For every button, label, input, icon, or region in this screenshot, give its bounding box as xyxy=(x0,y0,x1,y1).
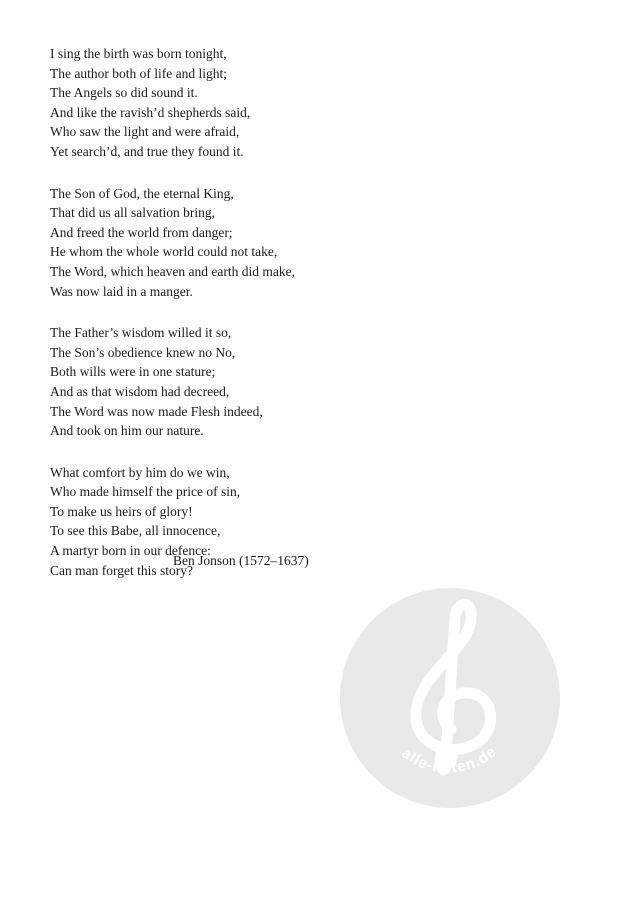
stanza-1 xyxy=(50,44,480,162)
watermark-logo xyxy=(339,587,561,809)
poem xyxy=(50,44,480,602)
stanza-2 xyxy=(50,184,480,302)
poem-attribution: Ben Jonson (1572–1637) xyxy=(173,553,309,568)
poem-line: And took on him our nature. xyxy=(50,423,204,439)
watermark-text: alle-noten.de xyxy=(398,742,501,777)
poem-line: The Angels so did sound it. xyxy=(50,85,198,101)
poem-line: The Son of God, the eternal King, xyxy=(50,185,234,201)
poem-line: And as that wisdom had decreed, xyxy=(50,383,230,399)
poem-line: Yet search’d, and true they found it. xyxy=(50,143,244,159)
poem-line: The Word, which heaven and earth did make, xyxy=(50,263,295,279)
poem-line: Who made himself the price of sin, xyxy=(50,484,241,500)
poem-line: A martyr born in our defence: xyxy=(50,543,211,559)
poem-line: I sing the birth was born tonight, xyxy=(50,46,227,61)
poem-line: The Son’s obedience knew no No, xyxy=(50,344,236,360)
poem-line: Can man forget this story? xyxy=(50,562,193,578)
poem-line: He whom the whole world could not take, xyxy=(50,244,278,260)
poem-line: The Word was now made Flesh indeed, xyxy=(50,403,263,419)
poem-line: Both wills were in one stature; xyxy=(50,364,216,380)
poem-line: The Father’s wisdom willed it so, xyxy=(50,325,232,341)
poem-line: That did us all salvation bring, xyxy=(50,205,215,221)
poem-line: What comfort by him do we win, xyxy=(50,464,230,480)
treble-clef-icon xyxy=(339,587,561,809)
poem-line: To see this Babe, all innocence, xyxy=(50,523,221,539)
poem-line: The author both of life and light; xyxy=(50,65,227,81)
poem-line: Was now laid in a manger. xyxy=(50,283,193,299)
poem-line: And freed the world from danger; xyxy=(50,224,233,240)
stanza-3 xyxy=(50,323,480,441)
poem-line: Who saw the light and were afraid, xyxy=(50,124,240,140)
poem-line: To make us heirs of glory! xyxy=(50,503,193,519)
poem-line: And like the ravish’d shepherds said, xyxy=(50,104,251,120)
